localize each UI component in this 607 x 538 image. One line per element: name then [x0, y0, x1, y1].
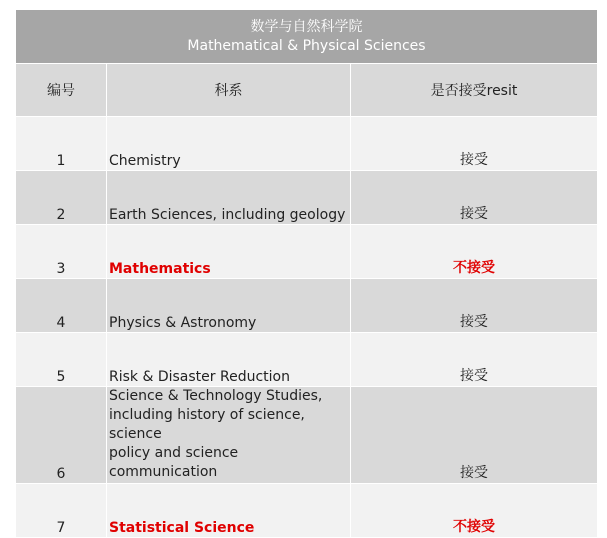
table-row	[16, 333, 597, 387]
row-resit: 不接受	[351, 225, 598, 279]
row-resit: 接受	[351, 117, 598, 171]
faculty-title	[16, 10, 597, 64]
row-num: 3	[16, 225, 107, 279]
row-dept: Risk & Disaster Reduction	[107, 333, 351, 387]
row-resit: 不接受	[351, 484, 598, 538]
faculty-table-container	[16, 10, 597, 538]
row-num: 4	[16, 279, 107, 333]
table-header-row	[16, 64, 597, 117]
row-dept-line: policy and science communication	[109, 445, 239, 480]
row-dept: Mathematics	[107, 225, 351, 279]
table-row	[16, 387, 597, 484]
row-dept: Physics & Astronomy	[107, 279, 351, 333]
row-resit: 接受	[351, 387, 598, 484]
table-row	[16, 225, 597, 279]
row-resit: 接受	[351, 279, 598, 333]
row-resit: 接受	[351, 171, 598, 225]
row-resit: 接受	[351, 333, 598, 387]
header-num: 编号	[16, 64, 107, 117]
header-dept: 科系	[107, 64, 351, 117]
table-row	[16, 117, 597, 171]
header-resit: 是否接受resit	[351, 64, 598, 117]
table-row	[16, 279, 597, 333]
row-num: 2	[16, 171, 107, 225]
row-dept-line: Science & Technology Studies,	[109, 388, 323, 404]
row-num: 7	[16, 484, 107, 538]
row-num: 6	[16, 387, 107, 484]
faculty-title-en: Mathematical & Physical Sciences	[187, 37, 426, 54]
row-num: 5	[16, 333, 107, 387]
row-dept: Earth Sciences, including geology	[107, 171, 351, 225]
row-num: 1	[16, 117, 107, 171]
row-dept: Statistical Science	[107, 484, 351, 538]
table-row	[16, 484, 597, 538]
row-dept: Chemistry	[107, 117, 351, 171]
department-table	[16, 64, 597, 538]
faculty-title-zh: 数学与自然科学院	[250, 18, 363, 35]
row-dept	[107, 387, 351, 484]
table-row	[16, 171, 597, 225]
row-dept-line: including history of science, science	[109, 407, 305, 442]
